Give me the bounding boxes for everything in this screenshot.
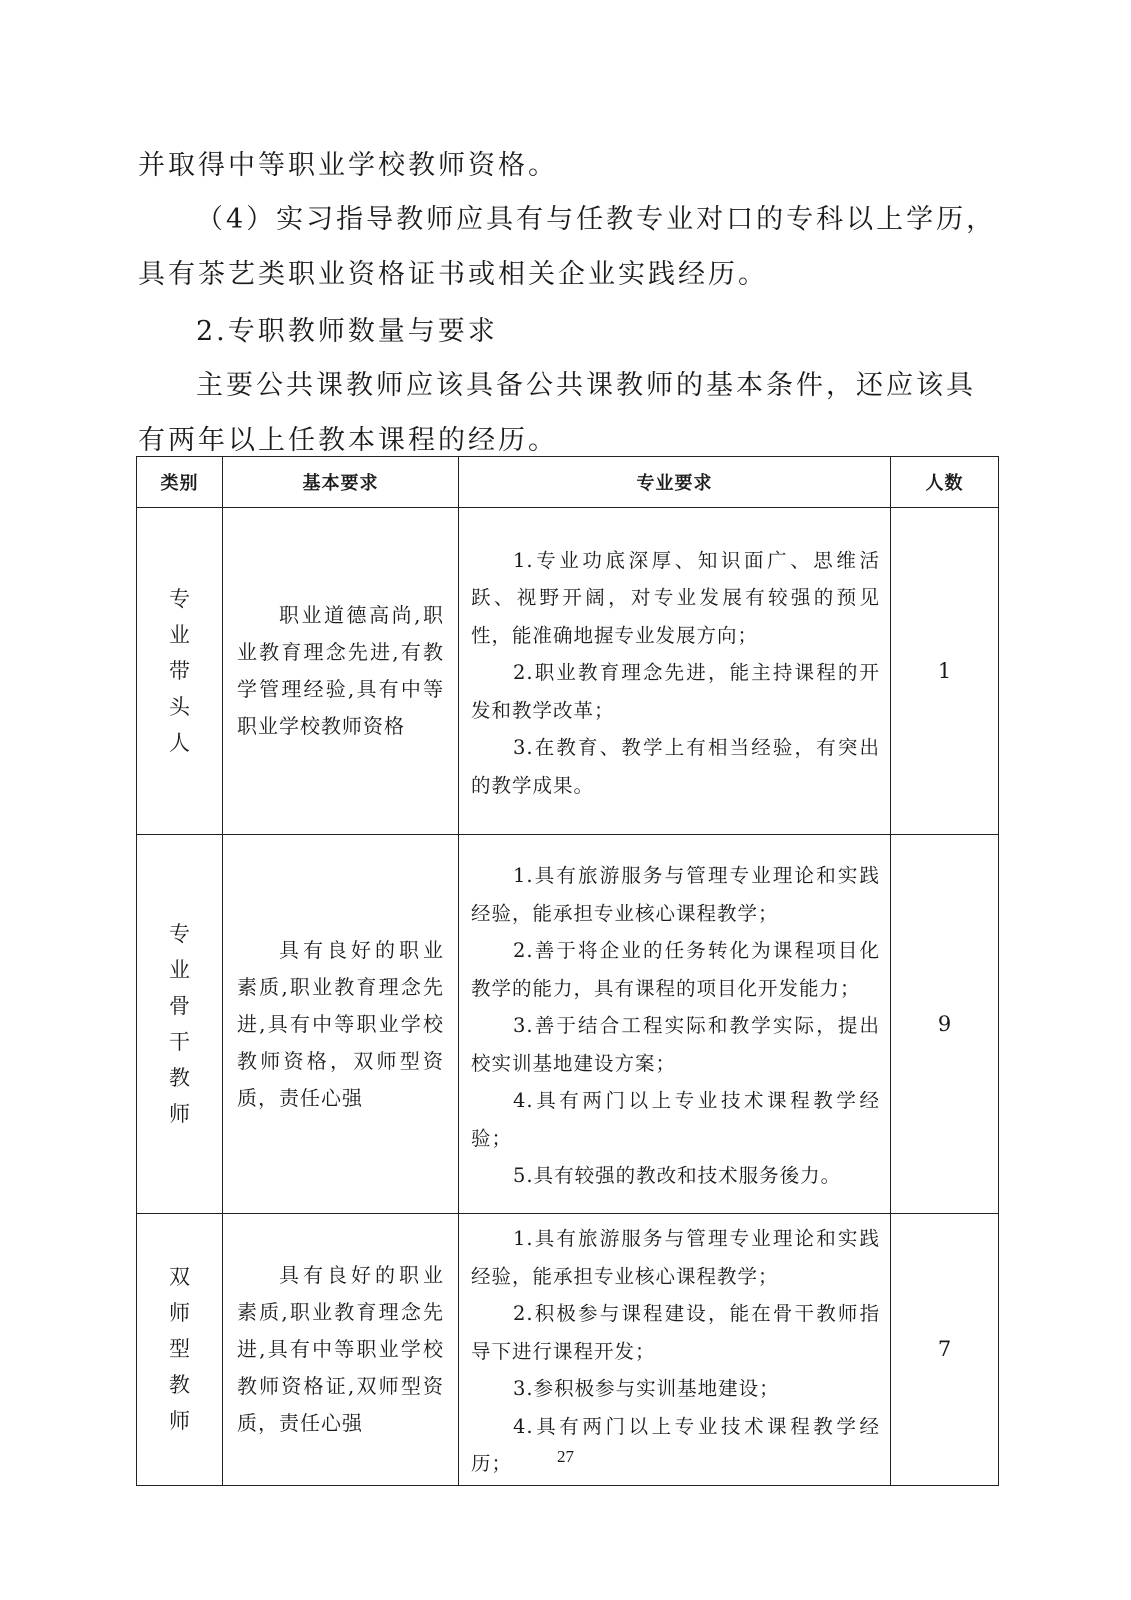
professional-requirements-cell	[459, 1214, 891, 1486]
headcount-cell: 1	[891, 508, 999, 835]
teacher-requirements-table	[136, 456, 999, 1486]
professional-requirements-cell	[459, 508, 891, 835]
category-cell: 专业带头人	[137, 508, 223, 835]
basic-requirements-cell: 具有良好的职业素质,职业教育理念先进,具有中等职业学校教师资格，双师型资质，责任心强	[223, 835, 459, 1214]
requirement-item: 4.具有两门以上专业技术课程教学经验；	[471, 1089, 880, 1150]
category-cell: 专业骨干教师	[137, 835, 223, 1214]
category-cell: 双师型教师	[137, 1214, 223, 1486]
paragraph-public-course-teachers: 主要公共课教师应该具备公共课教师的基本条件，还应该具有两年以上任教本课程的经历。	[138, 370, 976, 456]
requirement-item: 5.具有较强的教改和技术服务後力。	[513, 1164, 842, 1188]
requirement-item: 2.职业教育理念先进，能主持课程的开发和教学改革；	[471, 661, 880, 722]
table-row	[137, 835, 999, 1214]
section-heading-fulltime-teachers: 2.专职教师数量与要求	[196, 316, 498, 347]
paragraph-continuation: 并取得中等职业学校教师资格。	[138, 150, 558, 181]
requirement-item: 3.善于结合工程实际和教学实际，提出校实训基地建设方案；	[471, 1014, 880, 1075]
header-headcount: 人数	[891, 457, 999, 508]
headcount-cell: 7	[891, 1214, 999, 1486]
header-professional-requirements: 专业要求	[459, 457, 891, 508]
page-number: 27	[557, 1447, 574, 1466]
professional-requirements-cell	[459, 835, 891, 1214]
requirement-item: 2.善于将企业的任务转化为课程项目化教学的能力，具有课程的项目化开发能力；	[471, 939, 880, 1000]
requirement-item: 1.具有旅游服务与管理专业理论和实践经验，能承担专业核心课程教学；	[471, 1227, 880, 1288]
requirement-item: 2.积极参与课程建设，能在骨干教师指导下进行课程开发；	[471, 1302, 880, 1363]
header-category: 类别	[137, 457, 223, 508]
requirement-item: 1.专业功底深厚、知识面广、思维活跃、视野开阔，对专业发展有较强的预见性，能准确地握专业发展方向；	[471, 548, 880, 647]
basic-requirements-cell: 职业道德高尚,职业教育理念先进,有教学管理经验,具有中等职业学校教师资格	[223, 508, 459, 835]
headcount-cell: 9	[891, 835, 999, 1214]
table-header-row	[137, 457, 999, 508]
requirement-item: 1.具有旅游服务与管理专业理论和实践经验，能承担专业核心课程教学；	[471, 864, 880, 925]
header-basic-requirements: 基本要求	[223, 457, 459, 508]
paragraph-internship-teacher: （4）实习指导教师应具有与任教专业对口的专科以上学历，具有茶艺类职业资格证书或相关企业实践经历。	[138, 204, 997, 290]
requirement-item: 3.参积极参与实训基地建设；	[513, 1377, 780, 1400]
requirement-item: 3.在教育、教学上有相当经验，有突出的教学成果。	[471, 736, 880, 797]
table-row	[137, 1214, 999, 1486]
basic-requirements-cell: 具有良好的职业素质,职业教育理念先进,具有中等职业学校教师资格证,双师型资质，责任心强	[223, 1214, 459, 1486]
requirement-item: 4.具有两门以上专业技术课程教学经历；	[471, 1414, 880, 1475]
table-row	[137, 508, 999, 835]
